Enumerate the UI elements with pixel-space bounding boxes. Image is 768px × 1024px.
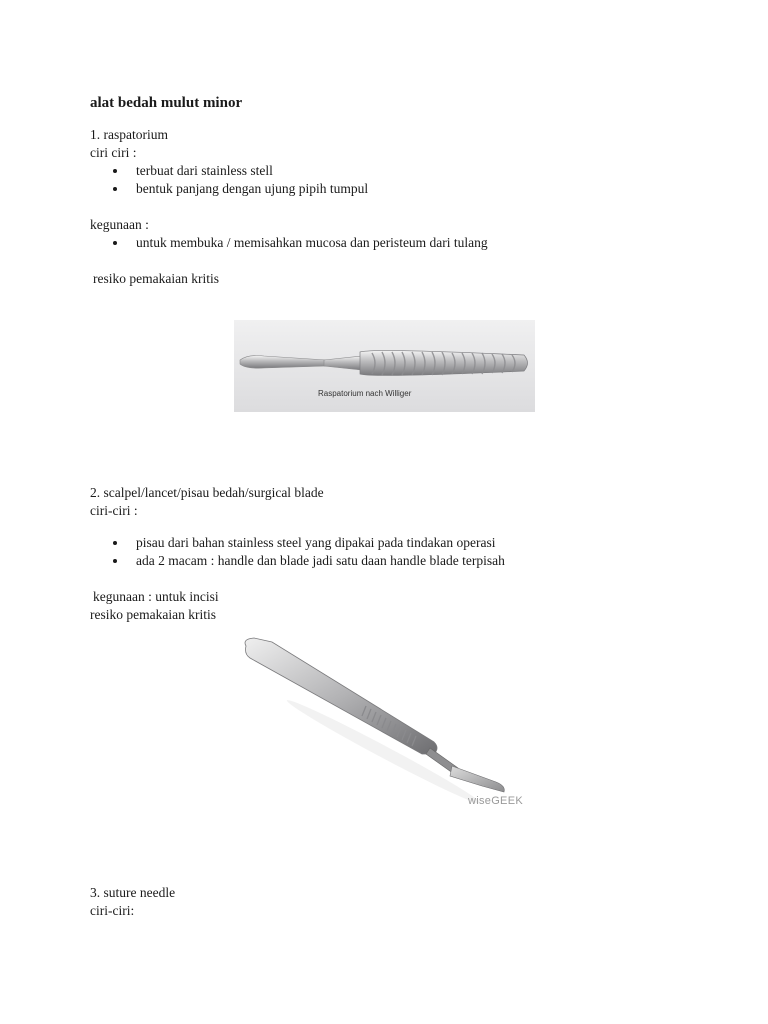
section-3-heading: 3. suture needle: [90, 885, 176, 900]
document-page: alat bedah mulut minor 1. raspatorium ciri ciri : terbuat dari stainless stell bentuk panjang dengan ujung pipih tumpul kegunaan : untuk membuka / memisahkan mucosa dan peristeum dari tulang resiko pemakaian kritis Raspatorium nach Williger 2. scalpel/lancet/pisau bedah/surgical blade ciri-ciri : pisau dari bahan stainless steel yang dipakai pada tindakan operasi ada 2 macam : handle dan blade jadi satu daan handle blade terpisah kegunaan : untuk incisi resiko pemakaian kritis wiseGEEK 3. suture needle ciri-ciri:: [0, 0, 768, 1024]
bullet-icon: [113, 541, 117, 545]
section-2-resiko: resiko pemakaian kritis: [90, 607, 216, 622]
bullet-icon: [113, 241, 117, 245]
section-1-ciri-label: ciri ciri :: [90, 145, 137, 160]
section-1-resiko: resiko pemakaian kritis: [93, 271, 219, 286]
bullet-icon: [113, 169, 117, 173]
scalpel-watermark: wiseGEEK: [468, 795, 523, 807]
section-3-ciri-label: ciri-ciri:: [90, 903, 135, 918]
document-title: alat bedah mulut minor: [90, 95, 243, 111]
scalpel-instrument-icon: [234, 624, 535, 814]
section-1-heading: 1. raspatorium: [90, 127, 168, 142]
section-2-ciri-label: ciri-ciri :: [90, 503, 138, 518]
raspatorium-instrument-icon: [234, 320, 535, 412]
section-2-kegunaan: kegunaan : untuk incisi: [93, 589, 219, 604]
section-2-heading: 2. scalpel/lancet/pisau bedah/surgical blade: [90, 485, 324, 500]
bullet-icon: [113, 187, 117, 191]
bullet-icon: [113, 559, 117, 563]
raspatorium-image: [234, 320, 535, 412]
raspatorium-caption: Raspatorium nach Williger: [318, 389, 412, 398]
section-1-kegunaan-label: kegunaan :: [90, 217, 149, 232]
scalpel-image: [234, 624, 535, 814]
